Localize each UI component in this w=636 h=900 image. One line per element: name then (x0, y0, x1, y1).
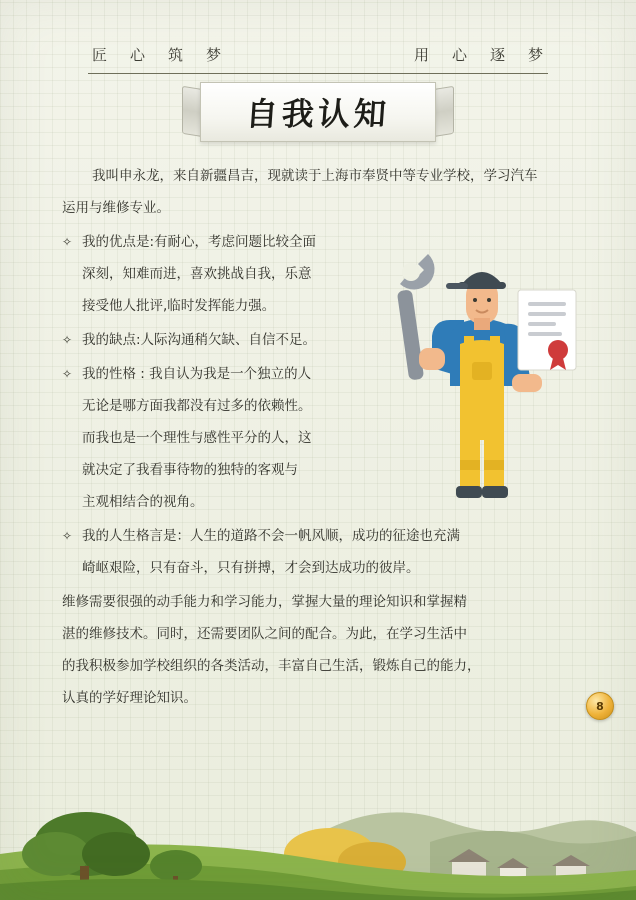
bullet-line: 而我也是一个理性与感性平分的人，这 (82, 430, 312, 446)
header-slogan (88, 44, 548, 74)
slogan-char: 梦 (206, 46, 223, 64)
slogan-char: 筑 (168, 46, 185, 64)
closing-line: 维修需要很强的动手能力和学习能力，掌握大量的理论知识和掌握精 (62, 594, 467, 610)
bullet-marker-icon: ✧ (62, 367, 73, 381)
slogan-char: 匠 (92, 46, 109, 64)
certificate-icon (518, 290, 576, 370)
closing-line: 湛的维修技术。同时，还需要团队之间的配合。为此，在学习生活中 (62, 626, 467, 642)
bullet-line: 我的优点是:有耐心，考虑问题比较全面 (82, 234, 317, 250)
hand-left (419, 348, 445, 370)
bullet-line: 就决定了我看事待物的独特的客观与 (82, 462, 298, 478)
boot-right (482, 486, 508, 498)
slogan-char: 心 (130, 46, 147, 64)
banner-sheet (200, 82, 436, 142)
bullet-line: 接受他人批评,临时发挥能力强。 (82, 298, 276, 314)
intro-paragraph: 我叫申永龙，来自新疆昌吉，现就读于上海市奉贤中等专业学校，学习汽车运用与维修专业。 (62, 168, 538, 216)
page-number-badge: 8 (586, 692, 614, 720)
bullet-marker-icon: ✧ (62, 529, 73, 543)
bullet-marker-icon: ✧ (62, 333, 73, 347)
slogan-left-group (92, 44, 222, 65)
closing-paragraph (62, 586, 554, 714)
title-banner (184, 82, 452, 140)
bullet-line: 我的性格 : 我自认为我是一个独立的人 (82, 366, 312, 382)
closing-line: 认真的学好理论知识。 (62, 690, 197, 706)
footer-landscape (0, 758, 636, 900)
closing-line: 的我积极参加学校组织的各类活动，丰富自己生活，锻炼自己的能力， (62, 658, 481, 674)
bullet-marker-icon: ✧ (62, 235, 73, 249)
bullet-line: 我的人生格言是：人生的道路不会一帆风顺，成功的征途也充满 (82, 528, 460, 544)
hand-right (512, 374, 542, 392)
bullet-item (62, 520, 574, 584)
slogan-char: 用 (413, 46, 430, 64)
bullet-line: 深刻，知难而进，喜欢挑战自我，乐意 (82, 266, 312, 282)
boot-left (456, 486, 482, 498)
bullet-text (82, 520, 574, 584)
bullet-line: 无论是哪方面我都没有过多的依赖性。 (82, 398, 312, 414)
slogan-char: 逐 (489, 46, 506, 64)
bullet-line: 主观相结合的视角。 (82, 494, 204, 510)
mechanic-illustration (372, 228, 608, 508)
bullet-line: 崎岖艰险，只有奋斗，只有拼搏，才会到达成功的彼岸。 (82, 560, 420, 576)
page-title: 自我认知 (244, 95, 392, 133)
slogan-char: 梦 (527, 46, 544, 64)
slogan-right-group (414, 44, 544, 65)
bullet-line: 我的缺点:人际沟通稍欠缺、自信不足。 (82, 332, 317, 348)
slogan-char: 心 (451, 46, 468, 64)
